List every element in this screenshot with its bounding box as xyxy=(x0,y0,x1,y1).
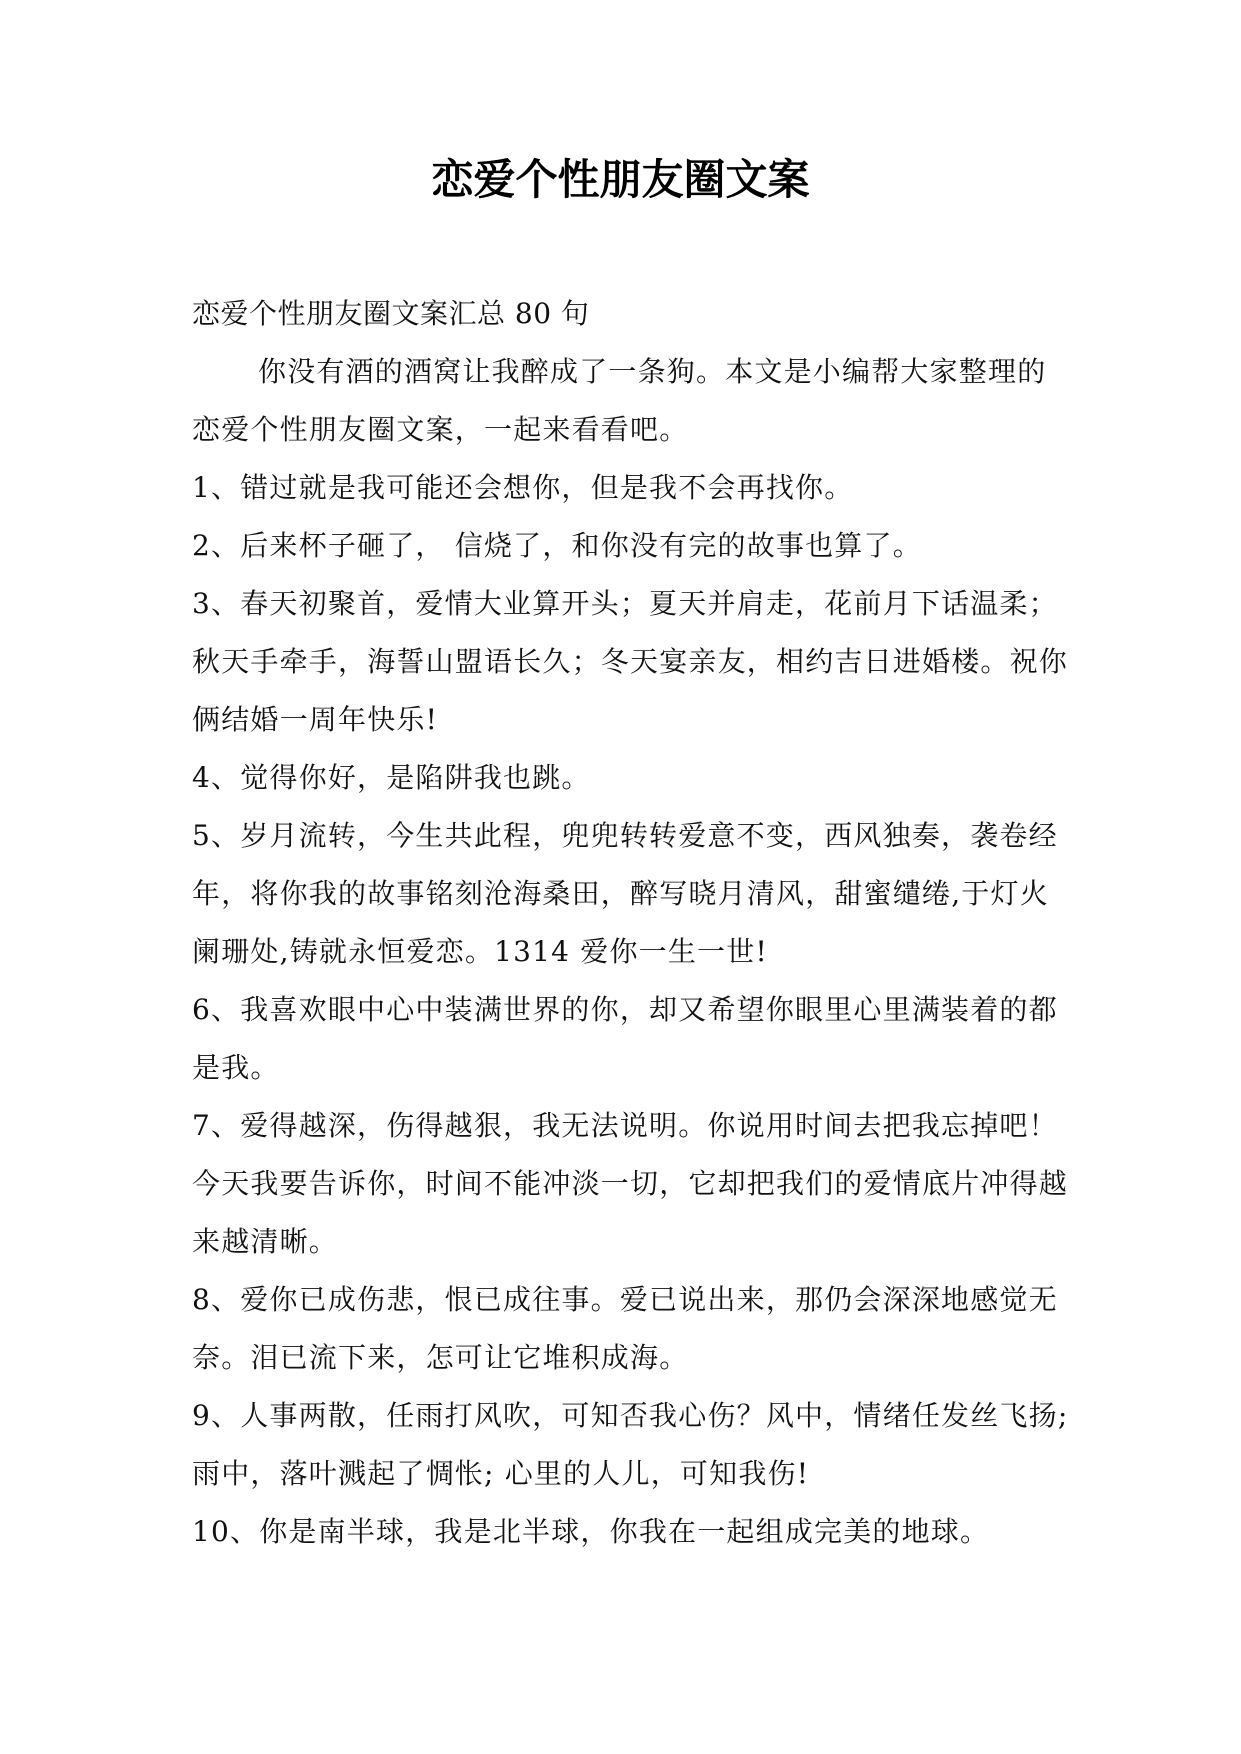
document-body xyxy=(192,285,1072,1561)
list-item: 7、爱得越深，伤得越狠，我无法说明。你说用时间去把我忘掉吧！今天我要告诉你，时间不能冲淡一切，它却把我们的爱情底片冲得越来越清晰。 xyxy=(192,1109,1069,1258)
list-item: 8、爱你已成伤悲，恨已成往事。爱已说出来，那仍会深深地感觉无奈。泪已流下来，怎可让它堆积成海。 xyxy=(192,1283,1058,1374)
intro-paragraph: 你没有酒的酒窝让我醉成了一条狗。本文是小编帮大家整理的恋爱个性朋友圈文案，一起来看看吧。 xyxy=(192,355,1047,446)
list-item: 2、后来杯子砸了， 信烧了，和你没有完的故事也算了。 xyxy=(192,529,922,562)
list-item: 9、人事两散，任雨打风吹，可知否我心伤？风中，情绪任发丝飞扬; 雨中，落叶溅起了惆怅; 心里的人儿，可知我伤! xyxy=(192,1399,1069,1490)
document-subtitle: 恋爱个性朋友圈文案汇总 80 句 xyxy=(192,297,590,330)
list-item: 10、你是南半球，我是北半球，你我在一起组成完美的地球。 xyxy=(192,1515,990,1548)
list-item: 5、岁月流转，今生共此程，兜兜转转爱意不变，西风独奏，袭卷经年，将你我的故事铭刻沧海桑田，醉写晓月清风，甜蜜缱绻,于灯火阑珊处,铸就永恒爱恋。1314 爱你一生一世! xyxy=(192,819,1058,968)
list-item: 4、觉得你好，是陷阱我也跳。 xyxy=(192,761,591,794)
document-title: 恋爱个性朋友圈文案 xyxy=(431,155,810,204)
list-item: 3、春天初聚首，爱情大业算开头；夏天并肩走，花前月下话温柔；秋天手牵手，海誓山盟语长久；冬天宴亲友，相约吉日进婚楼。祝你俩结婚一周年快乐! xyxy=(192,587,1069,736)
list-item: 6、我喜欢眼中心中装满世界的你，却又希望你眼里心里满装着的都是我。 xyxy=(192,993,1058,1084)
list-item: 1、错过就是我可能还会想你，但是我不会再找你。 xyxy=(192,471,854,504)
